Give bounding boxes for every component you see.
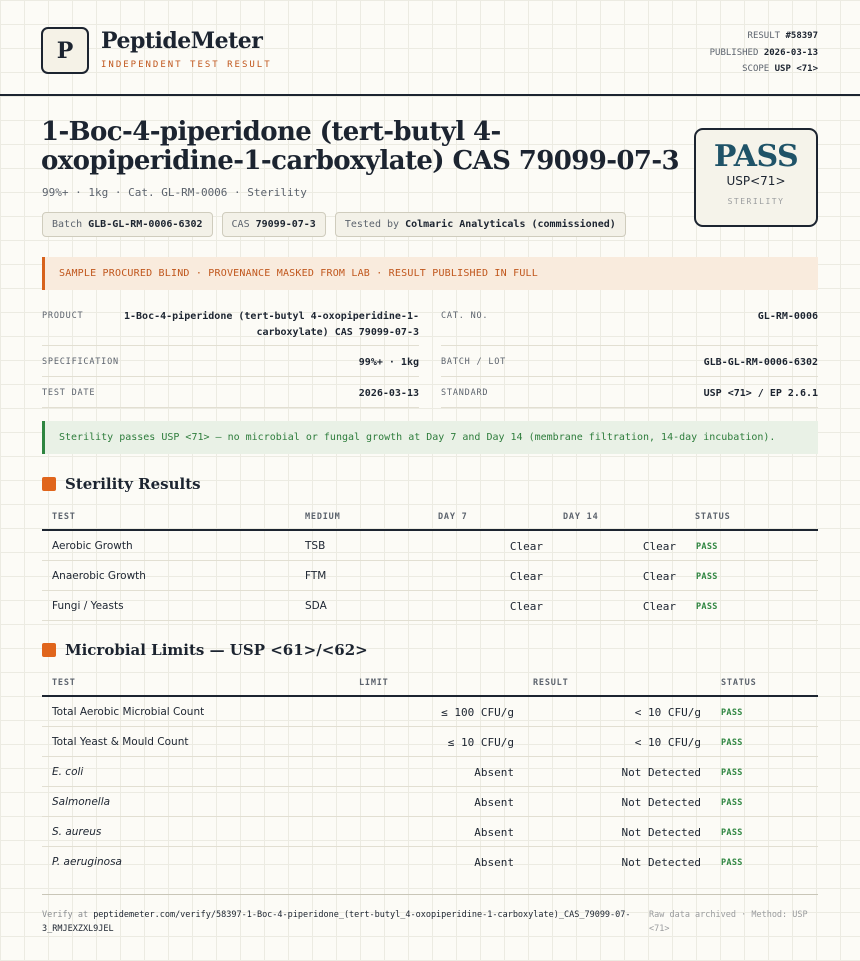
status-badge: PASS xyxy=(721,768,743,778)
sterility-heading: Sterility Results xyxy=(42,475,201,493)
table-row: E. coli Absent Not Detected PASS xyxy=(42,757,818,787)
table-row: Salmonella Absent Not Detected PASS xyxy=(42,787,818,817)
tested-by-chip: Tested by Colmaric Analyticals (commissioned) xyxy=(335,212,626,237)
table-row: Total Yeast & Mould Count ≤ 10 CFU/g < 10 CFU/g PASS xyxy=(42,727,818,757)
microbial-table xyxy=(42,675,818,877)
header-divider xyxy=(0,94,860,96)
batch-chip: Batch GLB-GL-RM-0006-6302 xyxy=(42,212,213,237)
product-chips xyxy=(42,212,626,237)
published-line: PUBLISHED 2026-03-13 xyxy=(709,47,818,58)
table-row: P. aeruginosa Absent Not Detected PASS xyxy=(52,856,743,869)
status-badge: PASS xyxy=(696,602,718,612)
verify-link[interactable]: peptidemeter.com/verify/58397-1-Boc-4-piperidone_(tert-butyl_4-oxopiperidine-1-carboxylate)_CAS_79099-07-3_RMJEXZXL9JEL xyxy=(42,910,631,934)
microbial-heading: Microbial Limits — USP <61>/<62> xyxy=(42,641,368,659)
section-marker-icon xyxy=(42,643,56,657)
status-badge: PASS xyxy=(721,798,743,808)
pass-badge xyxy=(694,128,818,227)
footer-divider xyxy=(42,894,818,895)
procurement-notice: SAMPLE PROCURED BLIND · PROVENANCE MASKED FROM LAB · RESULT PUBLISHED IN FULL xyxy=(42,257,818,290)
brand-tagline: INDEPENDENT TEST RESULT xyxy=(101,60,272,70)
status-badge: PASS xyxy=(721,858,743,868)
sterility-table xyxy=(42,509,818,621)
status-badge: PASS xyxy=(721,828,743,838)
scope-line: SCOPE USP <71> xyxy=(742,64,818,74)
page-header xyxy=(0,0,860,96)
table-header: TEST MEDIUM DAY 7 DAY 14 STATUS xyxy=(42,509,818,531)
badge-category: STERILITY xyxy=(727,197,785,206)
info-test-date: TEST DATE 2026-03-13 xyxy=(42,377,419,408)
table-row: Total Aerobic Microbial Count ≤ 100 CFU/g < 10 CFU/g PASS xyxy=(42,697,818,727)
table-header: TEST LIMIT RESULT STATUS xyxy=(42,675,818,697)
table-row: Anaerobic Growth FTM Clear Clear PASS xyxy=(42,561,818,591)
table-row: Fungi / Yeasts SDA Clear Clear PASS xyxy=(42,591,818,621)
status-badge: PASS xyxy=(721,738,743,748)
table-row: Aerobic Growth TSB Clear Clear PASS xyxy=(42,531,818,561)
info-product: PRODUCT 1-Boc-4-piperidone (tert-butyl 4-oxopiperidine-1-carboxylate) CAS 79099-07-3 xyxy=(42,306,419,346)
archive-note: Raw data archived · Method: USP <71> xyxy=(649,910,808,934)
scope-value: USP <71> xyxy=(774,64,818,74)
verify-line: Verify at peptidemeter.com/verify/58397-1-Boc-4-piperidone_(tert-butyl_4-oxopiperidine-1-carboxylate)_CAS_79099-07-3_RMJEXZXL9JEL xyxy=(42,910,631,934)
brand-name[interactable]: PeptideMeter xyxy=(101,28,263,54)
summary-notice: Sterility passes USP <71> — no microbial or fungal growth at Day 7 and Day 14 (membrane filtration, 14-day incubation). xyxy=(42,421,818,454)
info-catno: CAT. NO. GL-RM-0006 xyxy=(441,306,818,346)
status-badge: PASS xyxy=(696,542,718,552)
result-id: #58397 xyxy=(785,31,818,41)
product-subtitle: 99%+ · 1kg · Cat. GL-RM-0006 · Sterility xyxy=(42,186,307,199)
table-row: S. aureus Absent Not Detected PASS xyxy=(42,817,818,847)
published-date: 2026-03-13 xyxy=(763,47,818,58)
product-title: 1-Boc-4-piperidone (tert-butyl 4-oxopiperidine-1-carboxylate) CAS 79099-07-3 xyxy=(41,117,680,176)
info-batch: BATCH / LOT GLB-GL-RM-0006-6302 xyxy=(441,346,818,377)
info-specification: SPECIFICATION 99%+ · 1kg xyxy=(42,346,419,377)
badge-standard: USP<71> xyxy=(726,174,786,188)
badge-result: PASS xyxy=(713,139,799,174)
cas-chip: CAS 79099-07-3 xyxy=(222,212,326,237)
status-badge: PASS xyxy=(721,708,743,718)
result-id-line: RESULT #58397 xyxy=(747,31,818,41)
brand-logo[interactable]: P xyxy=(41,27,89,74)
result-meta xyxy=(710,28,818,78)
section-marker-icon xyxy=(42,477,56,491)
info-standard: STANDARD USP <71> / EP 2.6.1 xyxy=(441,377,818,408)
status-badge: PASS xyxy=(696,572,718,582)
